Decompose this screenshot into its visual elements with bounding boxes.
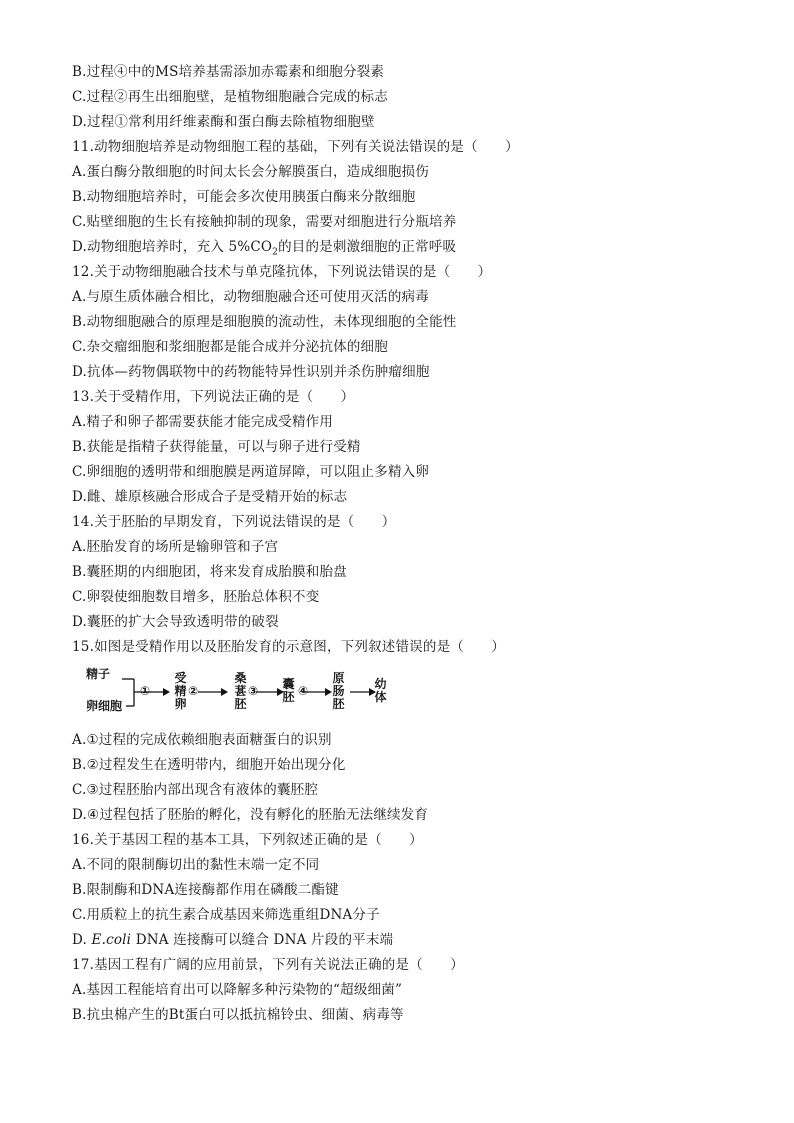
- text-line: D.过程①常利用纤维素酶和蛋白酶去除植物细胞壁: [72, 114, 375, 130]
- fertilization-diagram: [86, 664, 386, 724]
- ecoli-pre: D.: [72, 932, 92, 948]
- ecoli-post: DNA 连接酶可以缝合 DNA 片段的平末端: [131, 932, 394, 948]
- text-line: D.囊胚的扩大会导致透明带的破裂: [72, 614, 279, 630]
- text-line: A.①过程的完成依赖细胞表面糖蛋白的识别: [72, 732, 332, 748]
- co2-post: 的目的是刺激细胞的正常呼吸: [278, 239, 457, 255]
- text-line: A.蛋白酶分散细胞的时间太长会分解膜蛋白，造成细胞损伤: [72, 164, 429, 180]
- text-line: D.④过程包括了胚胎的孵化，没有孵化的胚胎无法继续发育: [72, 807, 429, 823]
- stage-morula: 桑葚胚: [234, 671, 247, 711]
- text-line: B.囊胚期的内细胞团，将来发育成胎膜和胎盘: [72, 564, 347, 580]
- text-line: A.与原生质体融合相比，动物细胞融合还可使用灭活的病毒: [72, 289, 429, 305]
- step-1-label: ①: [140, 684, 151, 698]
- ecoli-option-line: [72, 928, 732, 953]
- stage-blastocyst: 囊胚: [282, 677, 295, 704]
- text-line: A.基因工程能培育出可以降解多种污染物的“超级细菌”: [72, 982, 403, 998]
- line-group-after: [72, 728, 732, 928]
- line-group-mid: [72, 260, 732, 660]
- co2-pre: D.动物细胞培养时，充入 5%CO: [72, 239, 273, 255]
- text-line: C.贴壁细胞的生长有接触抑制的现象，需要对细胞进行分瓶培养: [72, 214, 457, 230]
- text-line: B.过程④中的MS培养基需添加赤霉素和细胞分裂素: [72, 64, 385, 80]
- text-line: B.动物细胞融合的原理是细胞膜的流动性，未体现细胞的全能性: [72, 314, 457, 330]
- question-17-stem: 17.基因工程有广阔的应用前景，下列有关说法正确的是（ ）: [72, 957, 464, 973]
- exam-page: [72, 60, 732, 1028]
- text-line: C.卵细胞的透明带和细胞膜是两道屏障，可以阻止多精入卵: [72, 464, 430, 480]
- ecoli-italic: E.coli: [91, 932, 132, 948]
- text-line: B.动物细胞培养时，可能会多次使用胰蛋白酶来分散细胞: [72, 189, 416, 205]
- text-line: D.雌、雄原核融合形成合子是受精开始的标志: [72, 489, 348, 505]
- text-line: B.抗虫棉产生的Bt蛋白可以抵抗棉铃虫、细菌、病毒等: [72, 1007, 404, 1023]
- text-line: A.精子和卵子都需要获能才能完成受精作用: [72, 414, 334, 430]
- co2-subscript: 2: [272, 247, 279, 258]
- text-line: B.限制酶和DNA连接酶都作用在磷酸二酯键: [72, 882, 339, 898]
- text-line: C.卵裂使细胞数目增多，胚胎总体积不变: [72, 589, 320, 605]
- question-14-stem: 14.关于胚胎的早期发育，下列说法错误的是（ ）: [72, 514, 396, 530]
- text-line: D.抗体—药物偶联物中的药物能特异性识别并杀伤肿瘤细胞: [72, 364, 430, 380]
- line-group-end: [72, 953, 732, 1028]
- step-2-label: ②: [188, 684, 199, 698]
- sperm-label: 精子: [86, 667, 111, 681]
- co2-option-line: [72, 235, 732, 260]
- text-line: A.不同的限制酶切出的黏性末端一定不同: [72, 857, 320, 873]
- text-line: B.获能是指精子获得能量，可以与卵子进行受精: [72, 439, 361, 455]
- egg-label: 卵细胞: [86, 699, 123, 713]
- question-12-stem: 12.关于动物细胞融合技术与单克隆抗体，下列说法错误的是（ ）: [72, 264, 492, 280]
- question-16-stem: 16.关于基因工程的基本工具，下列叙述正确的是（ ）: [72, 832, 423, 848]
- question-15-stem: 15.如图是受精作用以及胚胎发育的示意图，下列叙述错误的是（ ）: [72, 639, 506, 655]
- stage-zygote: 受精卵: [174, 671, 187, 711]
- stage-juvenile: 幼体: [374, 677, 387, 704]
- text-line: C.过程②再生出细胞壁，是植物细胞融合完成的标志: [72, 89, 388, 105]
- line-group-before: [72, 60, 732, 235]
- question-13-stem: 13.关于受精作用，下列说法正确的是（ ）: [72, 389, 355, 405]
- stage-gastrula: 原肠胚: [332, 671, 345, 711]
- text-line: C.③过程胚胎内部出现含有液体的囊胚腔: [72, 782, 319, 798]
- step-4-label: ④: [298, 684, 309, 698]
- question-11-stem: 11.动物细胞培养是动物细胞工程的基础，下列有关说法错误的是（ ）: [72, 139, 519, 155]
- text-line: A.胚胎发育的场所是输卵管和子宫: [72, 539, 279, 555]
- text-line: C.用质粒上的抗生素合成基因来筛选重组DNA分子: [72, 907, 380, 923]
- text-line: C.杂交瘤细胞和浆细胞都是能合成并分泌抗体的细胞: [72, 339, 388, 355]
- text-line: B.②过程发生在透明带内，细胞开始出现分化: [72, 757, 346, 773]
- step-3-label: ③: [248, 684, 259, 698]
